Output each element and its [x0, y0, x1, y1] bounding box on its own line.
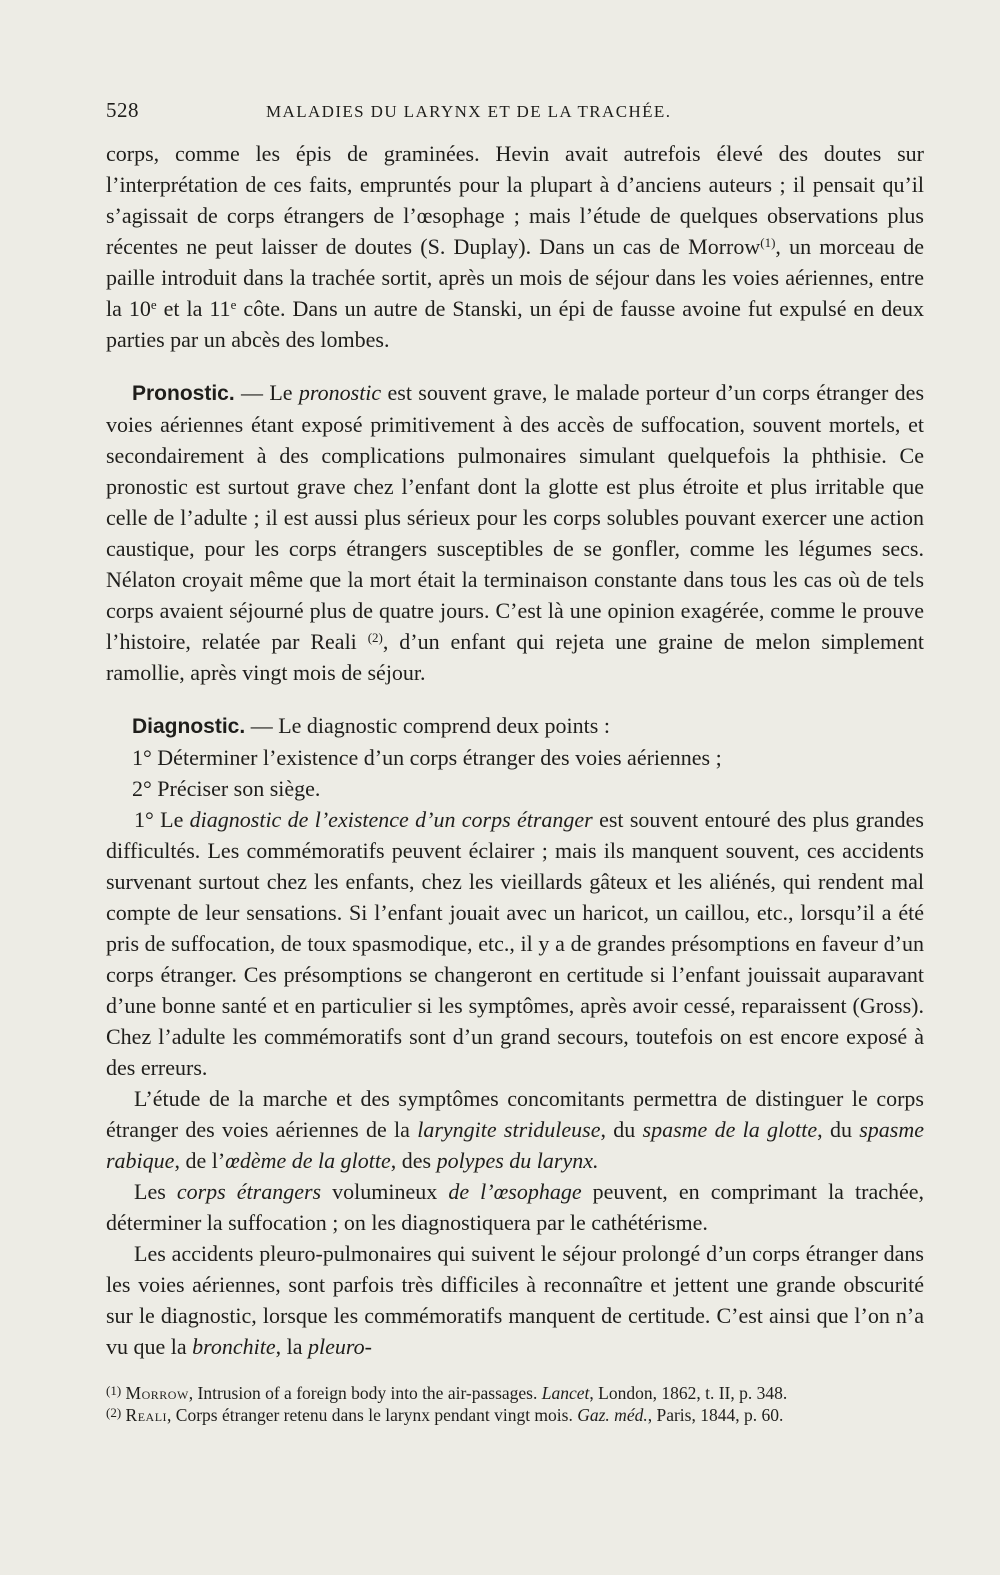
body-text [106, 138, 924, 1362]
diag-p2-sep-2: , du [817, 1117, 860, 1142]
diag-p3-text-3: peuvent, en comprimant la trachée, déterminer la suffocation ; on les diagnostiquera par le cathétérisme. [106, 1179, 924, 1235]
diagnostic-lead: — Le diagnostic comprend deux points : [245, 713, 610, 738]
footnote-1-author: Morrow [125, 1383, 189, 1403]
diag-p2-sep-3: , de l’ [174, 1148, 226, 1173]
diag-p1-text: est souvent entouré des plus grandes difficultés. Les commémoratifs peuvent éclairer ; mais ils manquent souvent, ces accidents survenant surtout chez les enfants, chez les vieillards gâteux et les aliénés, qui rendent mal compte de leur sensations. Si l’enfant jouait avec un haricot, un caillou, etc., lorsqu’il a été pris de suffocation, de toux spasmodique, etc., il y a de grandes présomptions en faveur d’un corps étranger. Ces présomptions se changeront en certitude si l’enfant jouissait auparavant d’une bonne santé et en particulier si les symptômes, après avoir cessé, reparaissent (Gross). Chez l’adulte les commémoratifs sont d’un grand secours, toutefois on est encore exposé à des erreurs. [106, 807, 924, 1080]
diagnostic-intro [106, 710, 924, 742]
opening-text-4: côte. Dans un autre de Stanski, un épi de fausse avoine fut expulsé en deux parties par un abcès des lombes. [106, 296, 924, 352]
diagnostic-paragraph-1 [106, 804, 924, 1083]
pronostic-text-2: , d’un enfant qui rejeta une graine de melon simplement ramollie, après vingt mois de séjour. [106, 629, 925, 685]
footnote-2-text-1: , Corps étranger retenu dans le larynx pendant vingt mois. [167, 1405, 578, 1425]
opening-text-3: et la 11 [156, 296, 231, 321]
diag-p3-text-1: Les [134, 1179, 177, 1204]
diagnostic-heading: Diagnostic. [132, 715, 246, 738]
footnote-1-text-1: , Intrusion of a foreign body into the air-passages. [188, 1383, 542, 1403]
ordinal-sup-1: e [150, 297, 157, 312]
footnote-ref-1: (1) [760, 235, 776, 250]
section-diagnostic [106, 710, 924, 1362]
section-pronostic [106, 377, 924, 688]
diag-p2-sep-4: , des [390, 1148, 437, 1173]
footnote-2-journal: Gaz. méd. [577, 1405, 648, 1425]
diag-p3-text-2: volumineux [321, 1179, 449, 1204]
pronostic-paragraph [106, 377, 924, 688]
running-title: MALADIES DU LARYNX ET DE LA TRACHÉE. [266, 102, 672, 121]
diag-p1-term: diagnostic de l’existence d’un corps étranger [189, 807, 593, 832]
footnote-1 [106, 1382, 924, 1404]
page-number: 528 [106, 98, 139, 122]
pronostic-heading: Pronostic. [132, 382, 235, 405]
diag-p4-term-2: pleuro- [308, 1334, 372, 1359]
pronostic-term: pronostic [298, 380, 382, 405]
opening-paragraph [106, 138, 924, 355]
diag-p3-term-1: corps étrangers [176, 1179, 322, 1204]
diag-p2-sep-1: , du [600, 1117, 643, 1142]
diagnostic-point-2: 2° Préciser son siège. [132, 776, 321, 801]
diagnostic-paragraph-2 [106, 1083, 924, 1176]
pronostic-lead: — Le [234, 380, 299, 405]
diag-p2-text-1: L’étude de la marche et des symptômes concomitants permettra de distinguer le corps étranger des voies aériennes de la [106, 1086, 924, 1142]
diag-p4-text-1: Les accidents pleuro-pulmonaires qui suivent le séjour prolongé d’un corps étranger dans les voies aériennes, sont parfois très difficiles à reconnaître et jettent une grande obscurité sur le diagnostic, lorsque les commémoratifs manquent de certitude. C’est ainsi que l’on n’a vu que la [106, 1241, 924, 1359]
footnote-1-mark: (1) [106, 1383, 122, 1398]
diagnostic-point-1: 1° Déterminer l’existence d’un corps étranger des voies aériennes ; [132, 745, 722, 770]
diag-p2-term-2: spasme de la glotte [642, 1117, 818, 1142]
footnote-2 [106, 1404, 924, 1426]
footnote-1-journal: Lancet [541, 1383, 590, 1403]
diag-p2-term-1: laryngite striduleuse [417, 1117, 601, 1142]
opening-text-2: , un morceau de paille introduit dans la trachée sortit, après un mois de séjour dans les voies aériennes, entre la 10 [106, 234, 924, 321]
diag-p2-term-3: spasme rabique [106, 1117, 924, 1173]
footnote-2-mark: (2) [106, 1405, 122, 1420]
diag-p4-term-1: bronchite [192, 1334, 276, 1359]
footnotes [106, 1382, 924, 1426]
diagnostic-paragraph-3 [106, 1176, 924, 1238]
pronostic-text-1: est souvent grave, le malade porteur d’un corps étranger des voies aériennes étant exposé primitivement à des accès de suffocation, souvent mortels, et secondairement à des complications pulmonaires simulant quelquefois la phthisie. Ce pronostic est surtout grave chez l’enfant dont la glotte est plus étroite et plus irritable que celle de l’adulte ; il est aussi plus sérieux pour les corps solubles pouvant exercer une action caustique, pour les corps étrangers susceptibles de se gonfler, comme les légumes secs. Nélaton croyait même que la mort était la terminaison constante dans tous les cas où de tels corps avaient séjourné plus de quatre jours. C’est là une opinion exagérée, comme le prouve l’histoire, relatée par Reali [106, 380, 925, 654]
diag-p1-lead: 1° Le [134, 807, 190, 832]
footnote-1-text-2: , London, 1862, t. II, p. 348. [589, 1383, 788, 1403]
footnote-2-author: Reali [125, 1405, 168, 1425]
running-head [106, 98, 924, 138]
footnote-ref-2: (2) [367, 630, 383, 645]
footnote-2-text-2: , Paris, 1844, p. 60. [647, 1405, 784, 1425]
diag-p4-text-2: , la [275, 1334, 309, 1359]
diag-p3-term-2: de l’œsophage [448, 1179, 582, 1204]
diag-p2-term-4: œdème de la glotte [225, 1148, 391, 1173]
diagnostic-paragraph-4 [106, 1238, 924, 1362]
diag-p2-term-5: polypes du larynx. [436, 1148, 599, 1173]
ordinal-sup-2: e [230, 297, 237, 312]
opening-text-1: corps, comme les épis de graminées. Hevin avait autrefois élevé des doutes sur l’interprétation de ces faits, empruntés pour la plupart à d’anciens auteurs ; il pensait qu’il s’agissait de corps étrangers de l’œsophage ; mais l’étude de quelques observations plus récentes ne peut laisser de doutes (S. Duplay). Dans un cas de Morrow [106, 141, 924, 259]
